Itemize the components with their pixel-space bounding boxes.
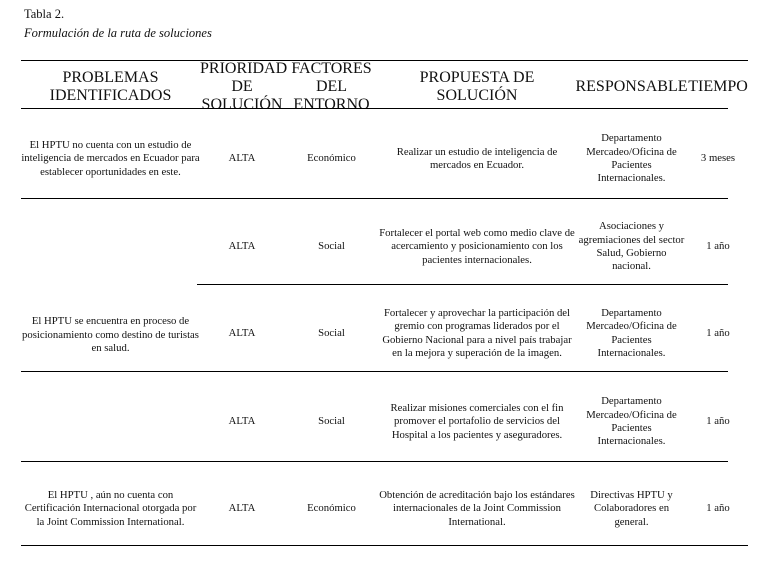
cell-problema-1: El HPTU no cuenta con un estudio de inteligencia de mercados en Ecuador para establecer oportunidades en este. [21,138,200,178]
rule-row1-row2 [21,198,728,199]
cell-prioridad-3: ALTA [228,326,256,339]
column-header-tiempo: TIEMPO [688,78,748,95]
cell-propuesta-5: Obtención de acreditación bajo los estándares internacionales de la Joint Commission International. [379,488,575,528]
cell-propuesta-2: Fortalecer el portal web como medio clave de acercamiento y posicionamiento con los pacientes internacionales. [379,226,575,266]
cell-tiempo-3: 1 año [706,326,730,339]
cell-factor-5: Económico [307,502,356,515]
cell-prioridad-2: ALTA [228,240,256,253]
rule-table-top [21,60,748,61]
rule-table-bottom [21,545,748,546]
cell-responsable-2: Asociaciones y agremiaciones del sector Salud, Gobierno nacional. [578,220,685,273]
cell-tiempo-1: 3 meses [700,152,736,165]
table-caption [24,6,724,42]
table-number: Tabla 2. [24,7,65,21]
solutions-table [21,60,748,551]
column-header-propuesta: PROPUESTA DE SOLUCIÓN [419,69,535,104]
cell-propuesta-1: Realizar un estudio de inteligencia de mercados en Ecuador. [396,145,558,171]
cell-responsable-1: Departamento Mercadeo/Oficina de Pacientes Internacionales. [586,132,677,185]
table-header-row [21,60,748,114]
table-row [21,114,748,204]
cell-tiempo-5: 1 año [706,502,730,515]
cell-factor-2: Social [318,240,345,253]
cell-problema-3: El HPTU , aún no cuenta con Certificación Internacional otorgada por la Joint Commission International. [24,488,197,528]
rule-below-header [21,108,728,109]
cell-factor-4: Social [318,415,345,428]
cell-problema-2: El HPTU se encuentra en proceso de posicionamiento como destino de turistas en salud. [22,315,199,355]
cell-prioridad-1: ALTA [228,152,256,165]
column-header-problemas: PROBLEMAS IDENTIFICADOS [49,69,172,104]
column-header-factores: FACTORES DEL ENTORNO [291,60,372,113]
table-row [21,467,748,551]
table-title: Formulación de la ruta de soluciones [24,26,212,40]
column-header-prioridad: PRIORIDAD DE SOLUCIÓN [200,60,288,113]
rule-row2-row3-partial [197,284,728,285]
cell-responsable-3: Departamento Mercadeo/Oficina de Pacientes Internacionales. [586,306,677,359]
cell-responsable-5: Directivas HPTU y Colaboradores en general. [590,488,673,528]
table-row [21,204,748,290]
rule-row3-row4 [21,371,728,372]
cell-prioridad-4: ALTA [228,415,256,428]
column-header-responsable: RESPONSABLE [575,78,688,95]
rule-row4-row5 [21,461,728,462]
cell-propuesta-3: Fortalecer y aprovechar la participación del gremio con programas liderados por el Gobierno Nacional para a nivel país trabajar en la mejora y superación de la imagen. [382,306,572,359]
cell-responsable-4: Departamento Mercadeo/Oficina de Pacientes Internacionales. [586,395,677,448]
cell-factor-3: Social [318,326,345,339]
cell-tiempo-4: 1 año [706,415,730,428]
cell-factor-1: Económico [307,152,356,165]
cell-prioridad-5: ALTA [228,502,256,515]
cell-propuesta-4: Realizar misiones comerciales con el fin promover el portafolio de servicios del Hospital a los pacientes y aseguradores. [390,401,564,441]
table-grid [21,60,748,551]
cell-tiempo-2: 1 año [706,240,730,253]
